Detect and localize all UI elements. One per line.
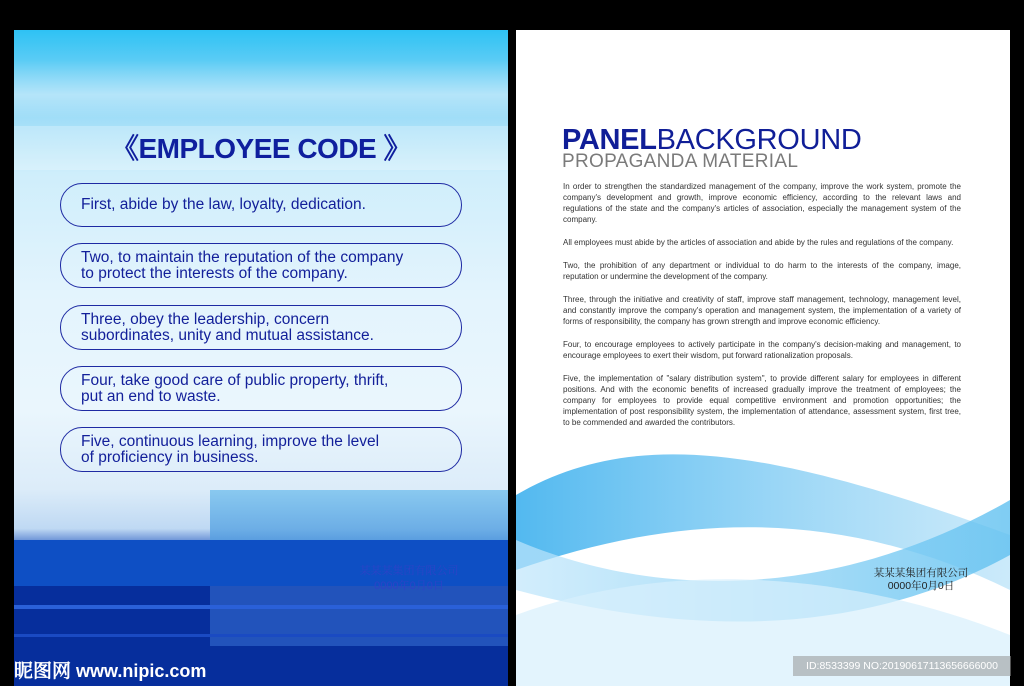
paragraph: Four, to encourage employees to actively participate in the company's decision-making and management, to encourage employees to exert their wisdom, put forward rationalization proposals.: [563, 340, 961, 360]
rule-text: put an end to waste.: [81, 387, 221, 405]
rule-text: to protect the interests of the company.: [81, 264, 348, 282]
rule-box-4: [60, 366, 462, 411]
rule-box-3: [60, 305, 462, 350]
logo-cn: 昵图网: [14, 660, 72, 682]
company-name: 某某某集团有限公司: [359, 565, 459, 577]
rule-text: subordinates, unity and mutual assistance.: [81, 326, 374, 344]
right-page: [516, 30, 1010, 686]
rule-text: Three, obey the leadership, concern: [81, 310, 330, 328]
left-page: [14, 30, 508, 686]
rule-text: Five, continuous learning, improve the level: [81, 432, 380, 450]
watermark-id: ID:8533399 NO:20190617113656666000: [793, 656, 1011, 676]
employee-code-title: 《EMPLOYEE CODE 》: [110, 133, 412, 164]
light-band: [14, 60, 508, 118]
rule-box-1: [60, 183, 462, 227]
body-text: [563, 181, 961, 440]
stripe: [14, 634, 508, 637]
decor-square: [210, 586, 508, 646]
rule-box-5: [60, 427, 462, 472]
wave-decoration: [516, 440, 1010, 686]
title-rest: BACKGROUND: [656, 124, 862, 156]
panel-subtitle: PROPAGANDA MATERIAL: [562, 151, 799, 172]
title-bold: PANEL: [562, 124, 657, 156]
date-text: 0000年0月0日: [374, 580, 444, 592]
rule-box-2: [60, 243, 462, 288]
paragraph: In order to strengthen the standardized management of the company, improve the work system, promote the company's development and growth, improve economic efficiency, according to the relevant laws and regulations of the state and the company's articles of association, especially the management system of the company.: [563, 182, 961, 224]
paragraph: Two, the prohibition of any department or individual to do harm to the interests of the company, image, reputation or undermine the development of the company.: [563, 261, 961, 281]
paragraph: Three, through the initiative and creativity of staff, improve staff management, technology, management level, and constantly improve the company's operation and management system, the implementation of a variety of forms of responsibility, the company has grown strength and improve economic efficiency.: [563, 295, 961, 326]
company-name: 某某某集团有限公司: [873, 567, 969, 579]
rule-text: Two, to maintain the reputation of the company: [81, 248, 404, 266]
rule-text: Four, take good care of public property, thrift,: [81, 371, 389, 389]
paragraph: Five, the implementation of "salary distribution system", to provide different salary for employees in different positions. And with the economic benefits of increased gradually improve the treatment of employees; the company for employees to provide equal competitive environment and promotion opportunities; the implementation of post responsibility system, the implementation of attendance, assessment system, first tree, to be commended and awarded the contributors.: [563, 374, 961, 427]
rule-text: First, abide by the law, loyalty, dedication.: [81, 196, 366, 213]
date-text: 0000年0月0日: [887, 580, 955, 592]
rule-text: of proficiency in business.: [81, 448, 259, 466]
paragraph: All employees must abide by the articles of association and abide by the rules and regulations of the company.: [563, 238, 954, 247]
site-logo: [14, 656, 206, 683]
stripe: [14, 605, 508, 609]
logo-url: www.nipic.com: [76, 661, 207, 681]
